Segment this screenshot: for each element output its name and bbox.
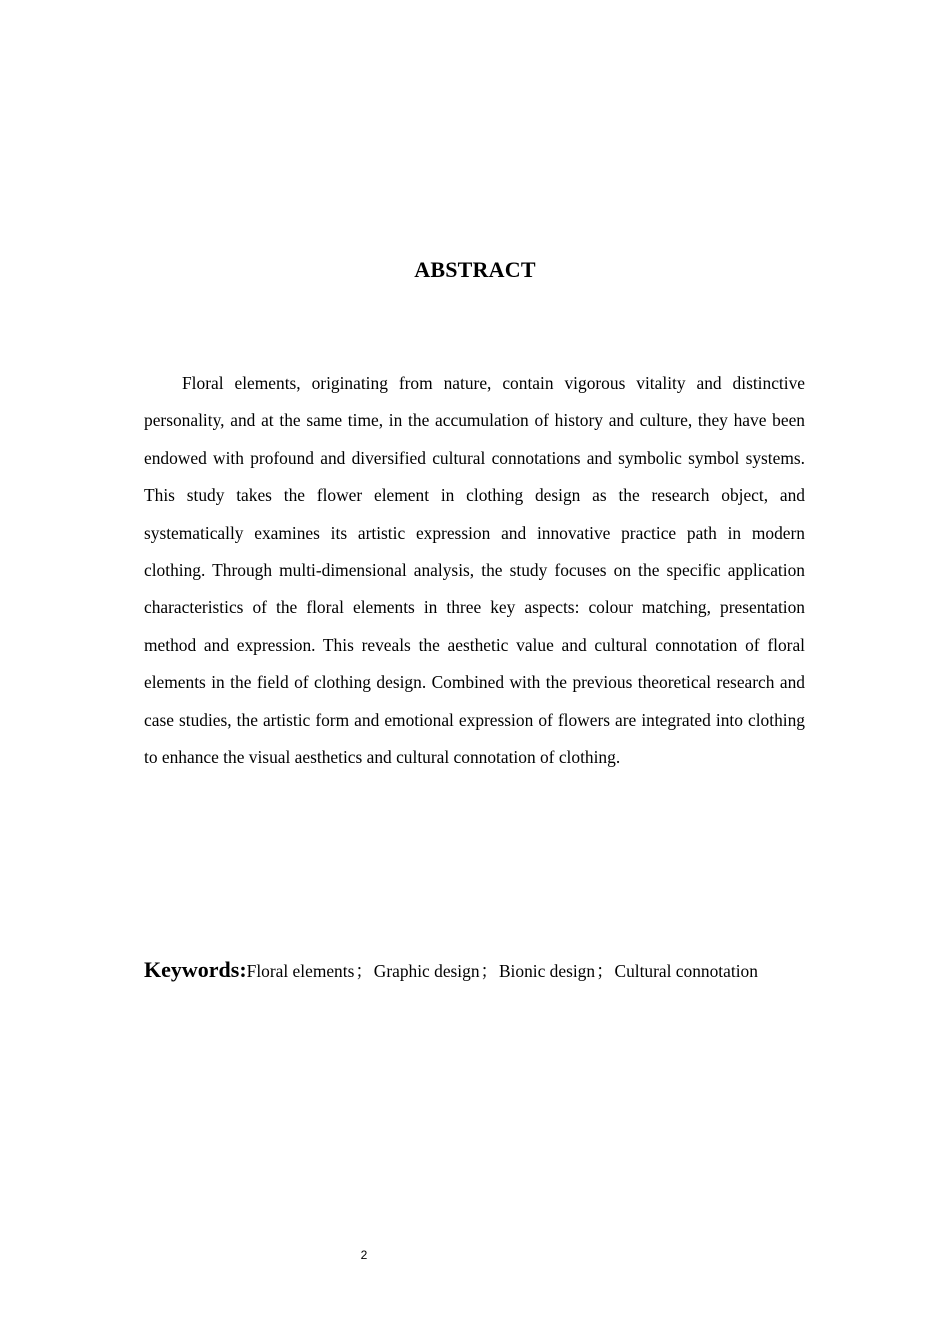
abstract-title: ABSTRACT <box>414 257 536 282</box>
abstract-body: Floral elements, originating from nature, contain vigorous vitality and distinctive personality, and at the same time, in the accumulation of history and culture, they have been endowed with profound and diversified cultural connotations and symbolic symbol systems. This study takes the flower element in clothing design as the research object, and systematically examines its artistic expression and innovative practice path in modern clothing. Through multi-dimensional analysis, the study focuses on the specific application characteristics of the floral elements in three key aspects: colour matching, presentation method and expression. This reveals the aesthetic value and cultural connotation of floral elements in the field of clothing design. Combined with the previous theoretical research and case studies, the artistic form and emotional expression of flowers are integrated into clothing to enhance the visual aesthetics and cultural connotation of clothing. <box>144 373 805 768</box>
page-number: 2 <box>360 1248 368 1262</box>
keyword-item: Bionic design <box>498 961 596 981</box>
keyword-separator: ； <box>480 961 498 981</box>
keyword-item: Floral elements <box>246 961 355 981</box>
keyword-item: Cultural connotation <box>614 961 758 981</box>
keyword-separator: ； <box>355 961 373 981</box>
keyword-separator: ； <box>596 961 614 981</box>
keyword-item: Graphic design <box>373 961 480 981</box>
keywords-label: Keywords: <box>144 957 247 982</box>
keywords-line <box>144 953 824 988</box>
